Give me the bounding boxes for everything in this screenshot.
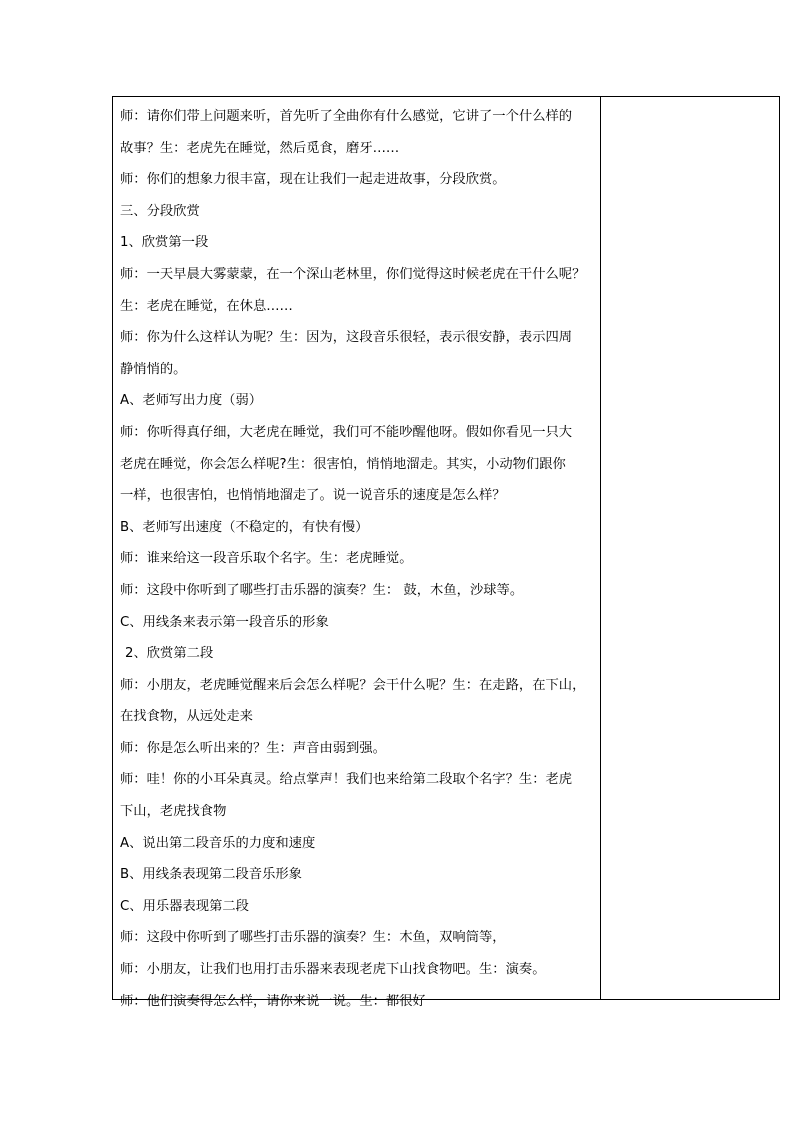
text-line: 在找食物，从远处走来 <box>120 709 253 725</box>
text-line: 师：小朋友，让我们也用打击乐器来表现老虎下山找食物吧。生：演奏。 <box>120 962 546 978</box>
lesson-plan-table <box>112 96 780 1009</box>
text-line: 老虎在睡觉，你会怎么样呢?生：很害怕，悄悄地溜走。其实，小动物们跟你 <box>120 456 566 472</box>
text-line: 生：老虎在睡觉，在休息…… <box>120 298 293 314</box>
lesson-content-cell <box>113 97 601 1009</box>
text-line: 师：这段中你听到了哪些打击乐器的演奏？生： 鼓，木鱼，沙球等。 <box>120 582 524 598</box>
notes-cell <box>601 97 779 999</box>
text-line: 师：你听得真仔细，大老虎在睡觉，我们可不能吵醒他呀。假如你看见一只大 <box>120 424 573 440</box>
text-line: 师：你是怎么听出来的？生：声音由弱到强。 <box>120 740 386 756</box>
text-line: 师：小朋友，老虎睡觉醒来后会怎么样呢？会干什么呢？生：在走路，在下山， <box>120 677 586 693</box>
text-line: 师：谁来给这一段音乐取个名字。生：老虎睡觉。 <box>120 551 413 567</box>
text-line: 师：一天早晨大雾蒙蒙，在一个深山老林里，你们觉得这时候老虎在干什么呢？ <box>120 266 586 282</box>
text-line: 师：这段中你听到了哪些打击乐器的演奏？生：木鱼，双响筒等， <box>120 930 506 946</box>
text-line: 一样，也很害怕，也悄悄地溜走了。说一说音乐的速度是怎么样？ <box>120 488 506 504</box>
text-line: C、用乐器表现第二段 <box>120 898 249 914</box>
text-line: 师：哇！你的小耳朵真灵。给点掌声！我们也来给第二段取个名字？生：老虎 <box>120 772 573 788</box>
text-line: 师：你们的想象力很丰富，现在让我们一起走进故事，分段欣赏。 <box>120 172 506 188</box>
text-line: A、说出第二段音乐的力度和速度 <box>120 835 316 851</box>
subsection-heading: 2、欣赏第二段 <box>125 646 214 662</box>
text-line: 静悄悄的。 <box>120 361 187 377</box>
text-line: 下山，老虎找食物 <box>120 804 227 820</box>
text-line: C、用线条来表示第一段音乐的形象 <box>120 614 329 630</box>
text-line: 故事？生：老虎先在睡觉，然后觅食，磨牙…… <box>120 140 400 156</box>
subsection-heading: 1、欣赏第一段 <box>120 235 209 251</box>
text-line: B、老师写出速度（不稳定的，有快有慢） <box>120 519 369 535</box>
text-line: 师：请你们带上问题来听，首先听了全曲你有什么感觉，它讲了一个什么样的 <box>120 109 573 124</box>
text-line: A、老师写出力度（弱） <box>120 393 263 409</box>
text-line: B、用线条表现第二段音乐形象 <box>120 867 302 883</box>
text-line: 师：他们演奏得怎么样，请你来说一说。生：都很好 <box>120 993 426 1009</box>
section-heading: 三、分段欣赏 <box>120 203 200 219</box>
text-line: 师：你为什么这样认为呢？生：因为，这段音乐很轻，表示很安静，表示四周 <box>120 330 573 346</box>
